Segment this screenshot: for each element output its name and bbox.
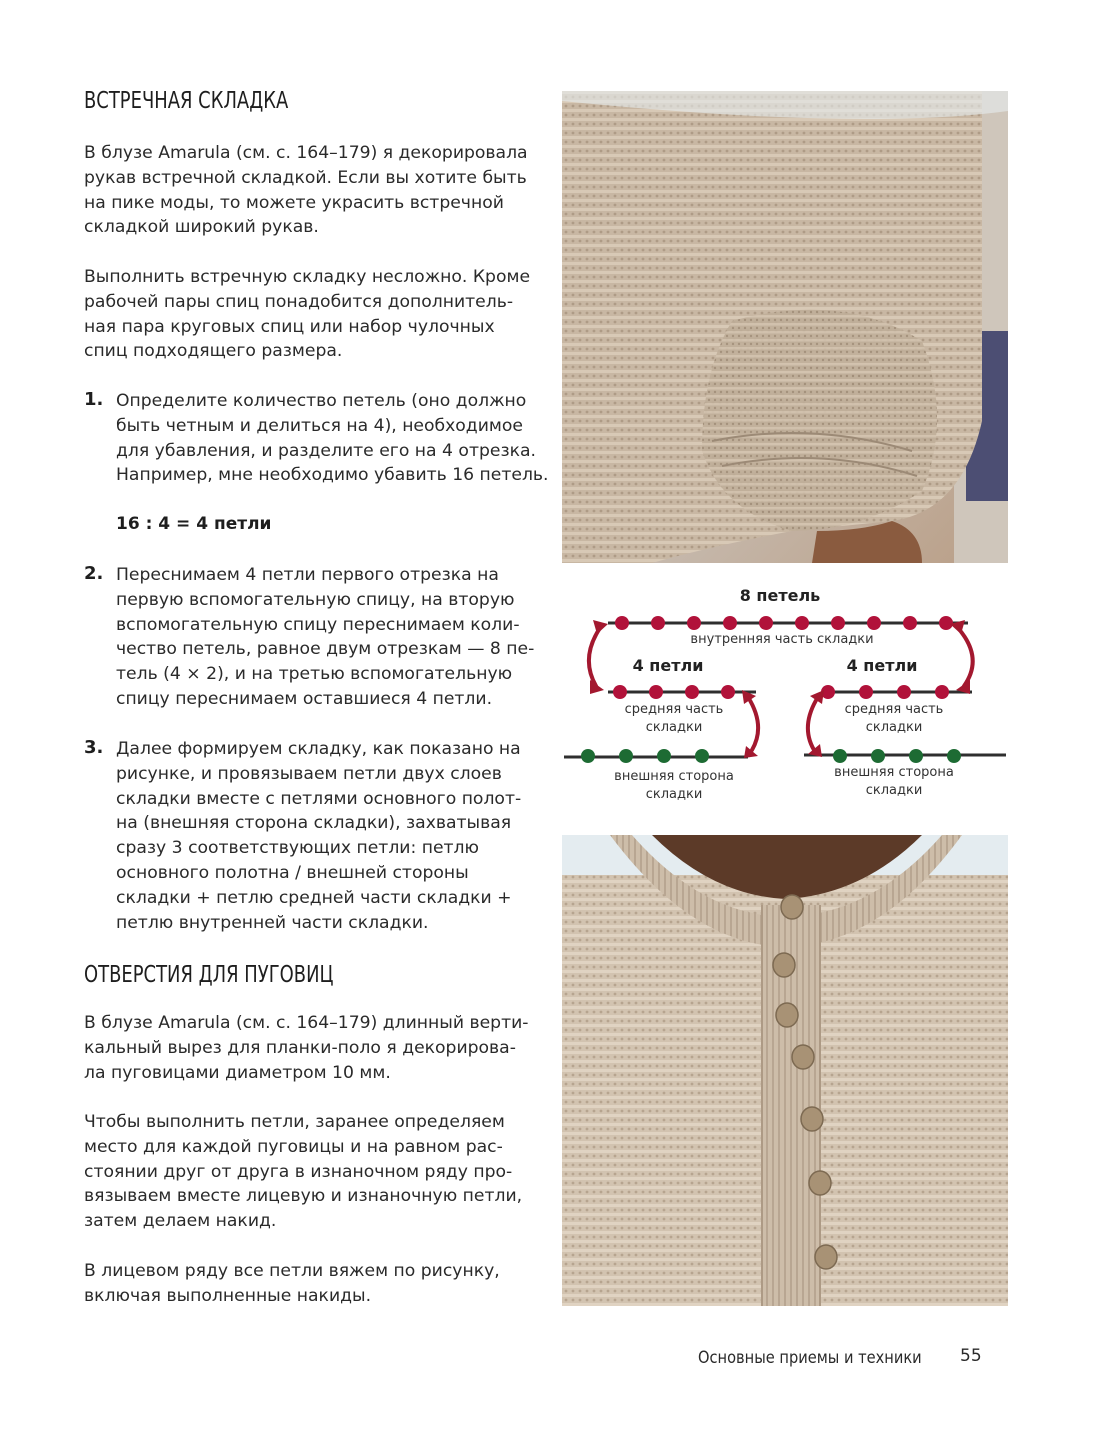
middle-stitch-8	[935, 685, 949, 699]
inner-stitch-1	[615, 616, 629, 630]
button-6	[809, 1171, 831, 1195]
paragraph-intro: В блузе Amarula (см. с. 164–179) я декорировала рукав встречной складкой. Если вы хотите быть на пике моды, то можете украсить встречной складкой широкий рукав.	[84, 143, 528, 238]
step-text-2: Переснимаем 4 петли первого отрезка на первую вспомогательную спицу, на вторую вспомогательную спицу переснимаем коли- чество петель, равное двум отрезкам — 8 пе- тель (4 × 2), и на третью вспомогательную спицу переснимаем оставшиеся 4 петли.	[116, 565, 535, 709]
middle-stitch-6	[859, 685, 873, 699]
paragraph-buttons-intro: В блузе Amarula (см. с. 164–179) длинный верти- кальный вырез для планки-поло я декорирова- ла пуговицами диаметром 10 мм.	[84, 1013, 529, 1083]
diagram-label-middle-right-1: средняя часть	[844, 702, 944, 717]
arrow-left-bottom	[748, 697, 758, 750]
stitch-formula: 16 : 4 = 4 петли	[116, 514, 272, 534]
inner-stitch-5	[759, 616, 773, 630]
outer-stitch-2	[619, 749, 633, 763]
outer-stitch-7	[909, 749, 923, 763]
page-number: 55	[960, 1346, 982, 1366]
inner-stitch-9	[903, 616, 917, 630]
button-2	[773, 953, 795, 977]
inner-stitch-3	[687, 616, 701, 630]
photo-knitted-sleeve	[562, 91, 1008, 563]
section-heading-box-pleat: ВСТРЕЧНАЯ СКЛАДКА	[84, 88, 289, 114]
arrow-right-top	[958, 628, 973, 686]
diagram-label-inner: внутренняя часть складки	[690, 632, 874, 647]
inner-stitch-6	[795, 616, 809, 630]
box-pleat-diagram	[560, 576, 1010, 806]
inner-stitch-7	[831, 616, 845, 630]
outer-stitch-3	[657, 749, 671, 763]
middle-stitch-1	[613, 685, 627, 699]
diagram-label-outer-right-1: внешняя сторона	[834, 765, 954, 780]
step-text-1: Определите количество петель (оно должно быть четным и делиться на 4), необходимое для убавления, и разделите его на 4 отрезка. Например, мне необходимо убавить 16 петель.	[116, 391, 549, 486]
paragraph-buttonhole-method: Чтобы выполнить петли, заранее определяем место для каждой пуговицы и на равном рас- стоянии друг от друга в изнаночном ряду про- вязываем вместе лицевую и изнаночную петли, затем делаем накид.	[84, 1112, 523, 1232]
step-number-3: 3.	[84, 737, 104, 758]
paragraph-knit-row: В лицевом ряду все петли вяжем по рисунку, включая выполненные накиды.	[84, 1261, 500, 1306]
photo-knitted-placket	[562, 835, 1008, 1306]
outer-stitch-5	[833, 749, 847, 763]
button-7	[815, 1245, 837, 1269]
inner-stitch-8	[867, 616, 881, 630]
step-number-2: 2.	[84, 563, 104, 584]
step-text-3: Далее формируем складку, как показано на рисунке, и провязываем петли двух слоев складки вместе с петлями основного полот- на (внешняя сторона складки), захватывая сразу 3 соответствующих петли: петлю основного полотна / внешней стороны складки + петлю средней части складки + петлю внутренней части складки.	[116, 739, 522, 933]
section-heading-buttonholes: ОТВЕРСТИЯ ДЛЯ ПУГОВИЦ	[84, 962, 334, 988]
middle-stitch-4	[721, 685, 735, 699]
middle-stitch-3	[685, 685, 699, 699]
paragraph-tools: Выполнить встречную складку несложно. Кроме рабочей пары спиц понадобится дополнитель- ная пара круговых спиц или набор чулочных спиц подходящего размера.	[84, 267, 531, 362]
arrowhead-2	[590, 680, 604, 694]
middle-stitch-7	[897, 685, 911, 699]
outer-stitch-8	[947, 749, 961, 763]
diagram-label-middle-left-2: складки	[645, 720, 703, 735]
diagram-label-outer-left-1: внешняя сторона	[614, 769, 734, 784]
step-number-1: 1.	[84, 389, 104, 410]
arrow-left-top	[589, 628, 600, 686]
footer-chapter-title: Основные приемы и техники	[698, 1348, 922, 1368]
diagram-label-left-4: 4 петли	[632, 656, 704, 675]
arrow-right-bottom	[808, 697, 818, 750]
button-3	[776, 1003, 798, 1027]
outer-stitch-1	[581, 749, 595, 763]
outer-stitch-4	[695, 749, 709, 763]
inner-stitch-4	[723, 616, 737, 630]
button-5	[801, 1107, 823, 1131]
button-4	[792, 1045, 814, 1069]
diagram-label-middle-right-2: складки	[865, 720, 923, 735]
diagram-label-right-4: 4 петли	[846, 656, 918, 675]
middle-stitch-2	[649, 685, 663, 699]
inner-stitch-10	[939, 616, 953, 630]
outer-stitch-6	[871, 749, 885, 763]
diagram-label-outer-right-2: складки	[865, 783, 923, 798]
diagram-label-middle-left-1: средняя часть	[624, 702, 724, 717]
inner-stitch-2	[651, 616, 665, 630]
button-1	[781, 895, 803, 919]
diagram-label-outer-left-2: складки	[645, 787, 703, 802]
diagram-label-8-stitches: 8 петель	[739, 586, 821, 605]
